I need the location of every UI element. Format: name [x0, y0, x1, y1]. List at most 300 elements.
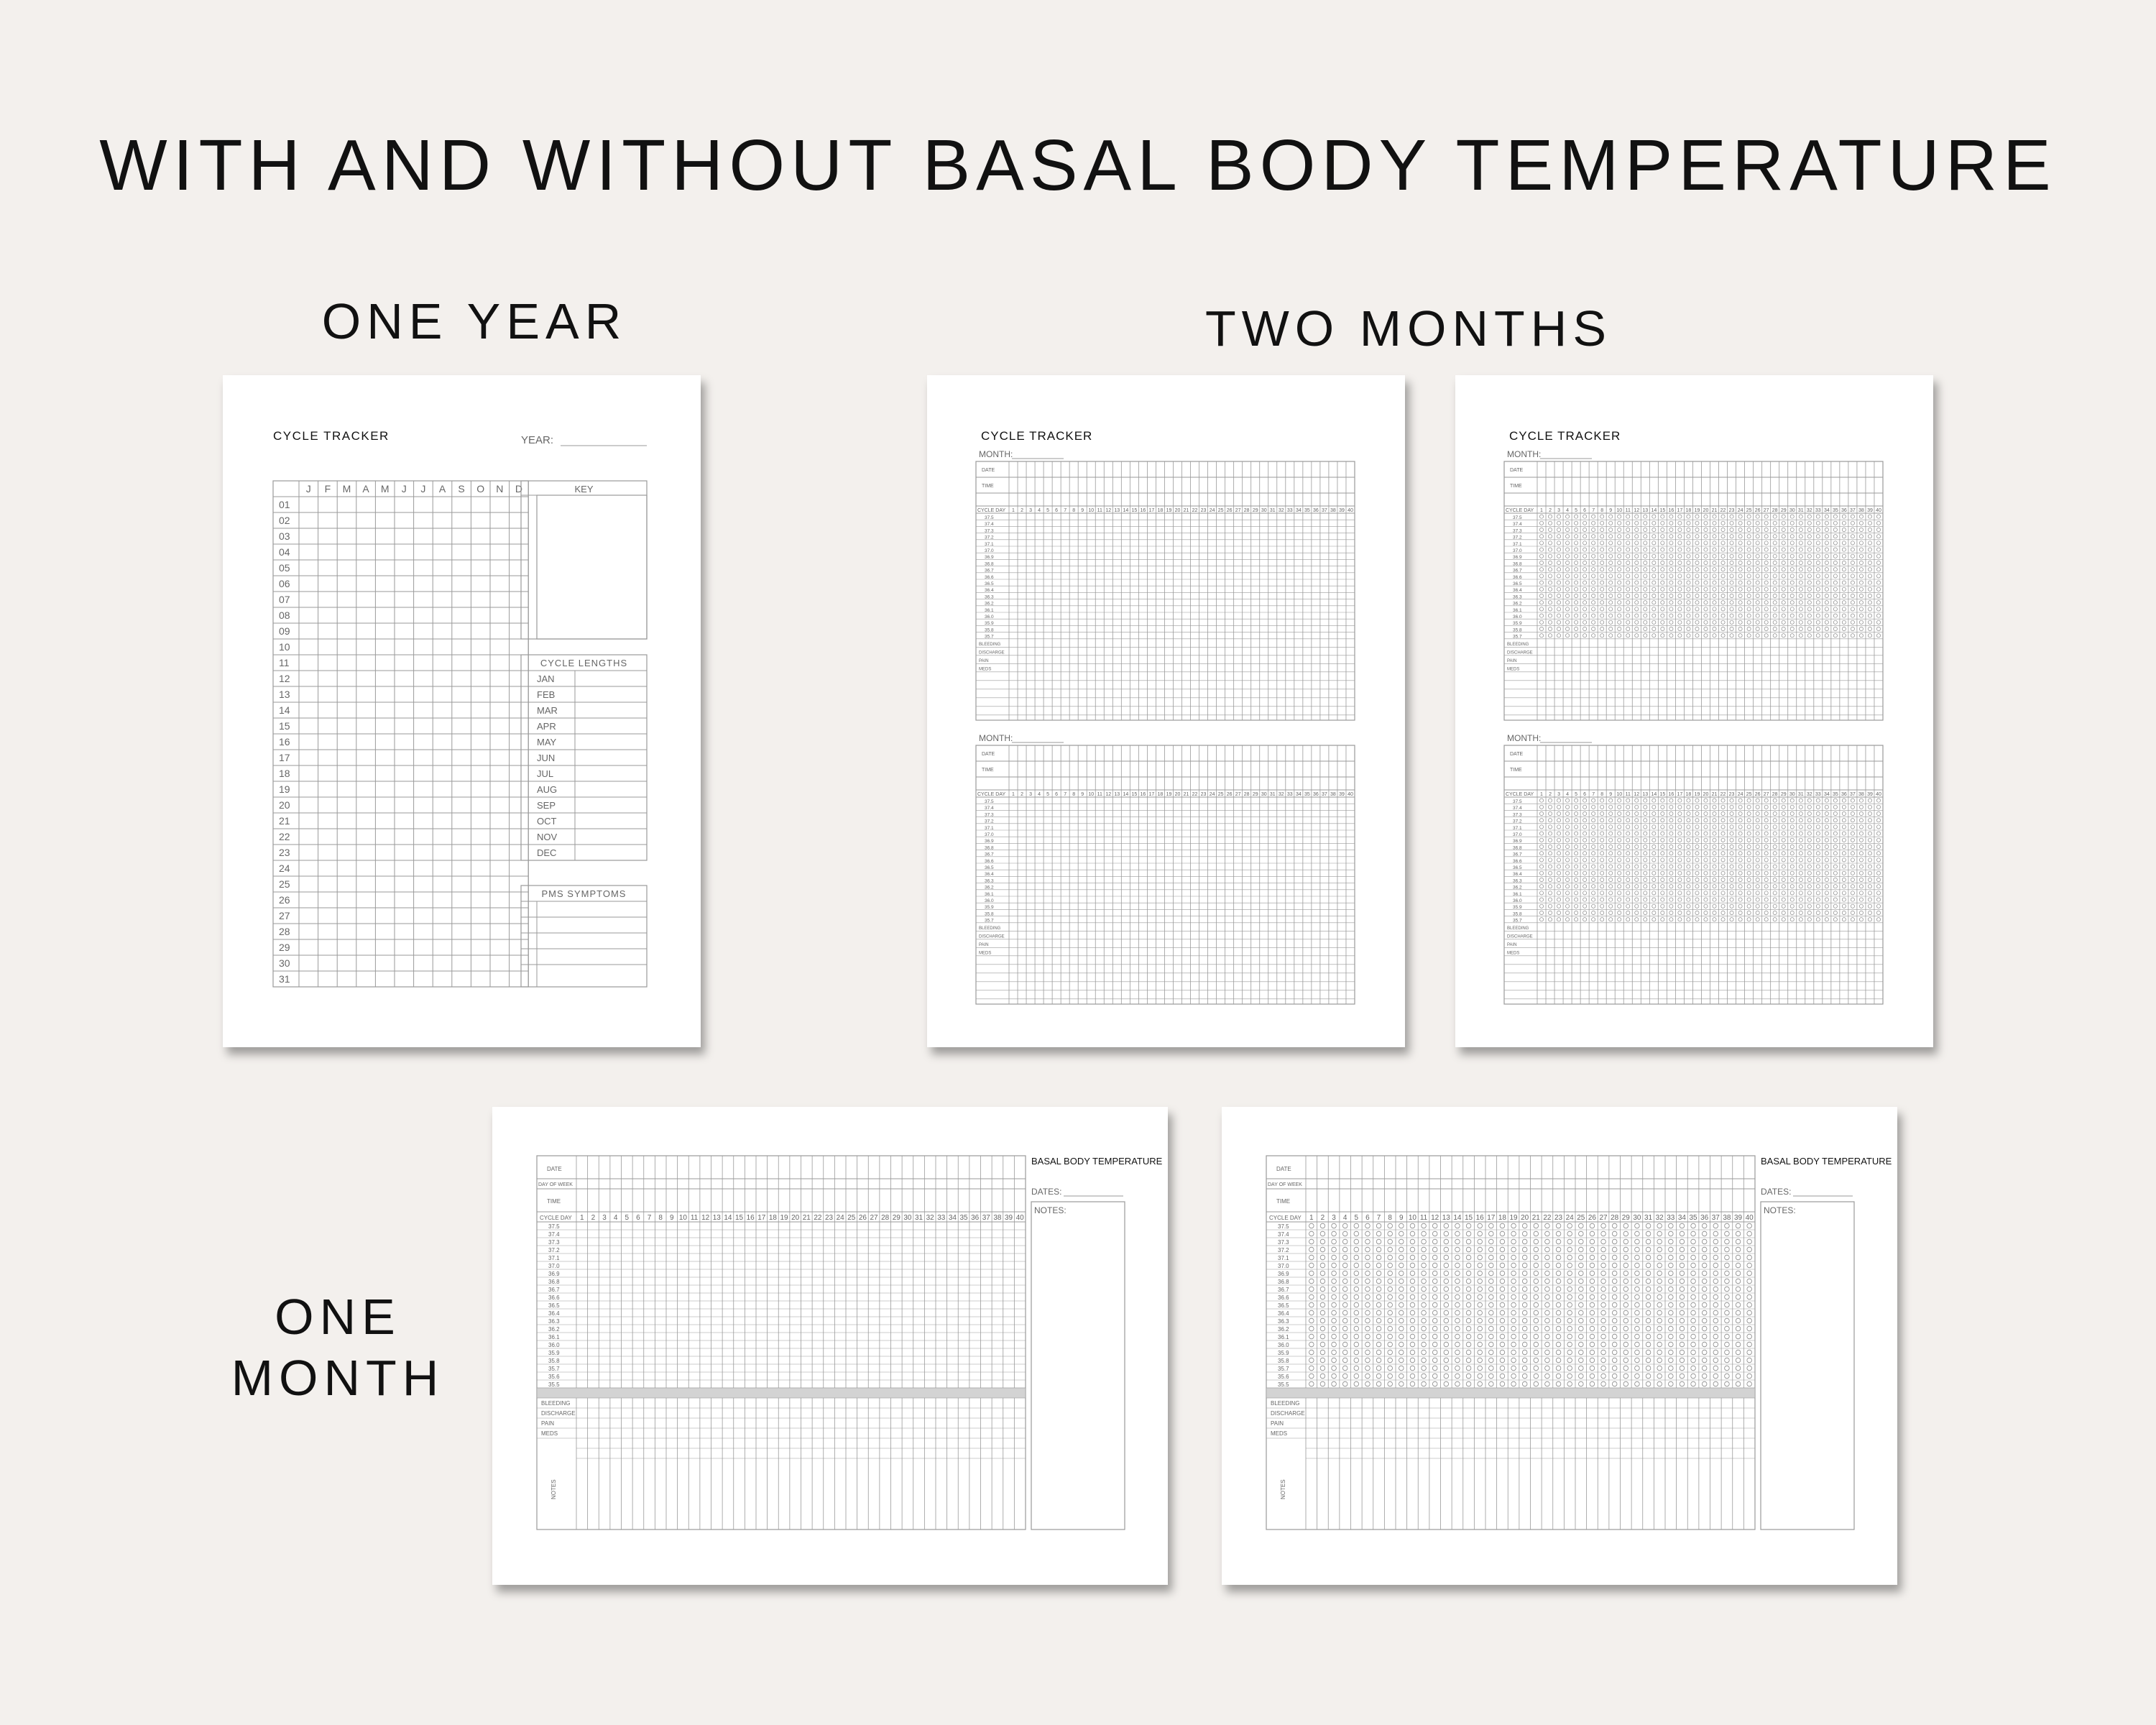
temp-dot — [1790, 627, 1794, 630]
temp-dot — [1713, 607, 1716, 611]
temp-dot — [1691, 1326, 1696, 1331]
temp-dot — [1816, 528, 1820, 531]
temp-dot — [1579, 1342, 1584, 1347]
temp-dot — [1539, 561, 1543, 564]
temp-dot — [1721, 627, 1725, 630]
temp-dot — [1687, 627, 1690, 630]
temp-dot — [1583, 541, 1587, 545]
temp-dot — [1721, 865, 1725, 868]
temp-dot — [1773, 614, 1777, 617]
temp-dot — [1764, 535, 1768, 538]
temp-dot — [1816, 548, 1820, 551]
temp-dot — [1756, 548, 1759, 551]
temp-dot — [1583, 911, 1587, 914]
temp-dot — [1825, 554, 1828, 558]
temp-dot — [1736, 1231, 1741, 1236]
temp-dot — [1695, 515, 1699, 518]
temp-dot — [1592, 535, 1595, 538]
temp-dot — [1730, 515, 1733, 518]
row-label: TIME — [547, 1198, 561, 1205]
cycle-day-number: 30 — [1633, 1214, 1641, 1222]
day-number: 10 — [279, 641, 290, 653]
temp-dot — [1376, 1302, 1381, 1307]
temp-dot — [1657, 1287, 1662, 1292]
temp-dot — [1736, 1326, 1741, 1331]
temp-dot — [1609, 885, 1613, 888]
temp-dot — [1695, 825, 1699, 829]
extra-row-label: PAIN — [979, 658, 989, 663]
temp-dot — [1422, 1271, 1427, 1276]
temp-dot — [1825, 799, 1828, 802]
cycle-day-number: 29 — [892, 1214, 900, 1222]
temp-dot — [1833, 594, 1837, 597]
temp-label: 36.1 — [1513, 607, 1522, 613]
temp-dot — [1790, 528, 1794, 531]
month-name: OCT — [537, 816, 557, 827]
temp-dot — [1725, 1271, 1730, 1276]
temp-dot — [1399, 1279, 1404, 1284]
temp-dot — [1376, 1271, 1381, 1276]
cycle-day-number: 34 — [1823, 792, 1830, 797]
extra-row-label: MEDS — [979, 951, 992, 956]
temp-dot — [1478, 1279, 1483, 1284]
temp-dot — [1309, 1223, 1314, 1228]
temp-dot — [1432, 1279, 1437, 1284]
temp-dot — [1678, 805, 1682, 809]
row-label: DAY OF WEEK — [538, 1182, 573, 1187]
sheet-title: CYCLE TRACKER — [981, 429, 1093, 443]
temp-dot — [1388, 1310, 1393, 1315]
temp-dot — [1799, 858, 1802, 862]
temp-dot — [1635, 911, 1639, 914]
extra-row-label: BLEEDING — [1271, 1400, 1300, 1407]
temp-label: 37.0 — [985, 832, 994, 837]
cycle-day-number: 24 — [1737, 508, 1743, 513]
cycle-day-number: 20 — [1174, 508, 1181, 513]
temp-dot — [1609, 819, 1613, 822]
temp-dot — [1626, 554, 1630, 558]
temp-dot — [1816, 865, 1820, 868]
temp-dot — [1695, 581, 1699, 584]
temp-dot — [1432, 1350, 1437, 1355]
temp-dot — [1736, 1271, 1741, 1276]
temp-dot — [1851, 620, 1854, 624]
temp-label: 37.3 — [548, 1239, 560, 1246]
temp-dot — [1669, 865, 1673, 868]
temp-dot — [1575, 891, 1578, 895]
temp-dot — [1687, 858, 1690, 862]
temp-dot — [1747, 1358, 1752, 1363]
temp-dot — [1730, 541, 1733, 545]
cycle-day-number: 35 — [1304, 508, 1310, 513]
temp-dot — [1669, 1334, 1674, 1339]
temp-dot — [1652, 805, 1656, 809]
temp-dot — [1644, 878, 1647, 881]
temp-dot — [1575, 634, 1578, 638]
day-number: 12 — [279, 673, 290, 684]
temp-dot — [1478, 1350, 1483, 1355]
temp-dot — [1635, 811, 1639, 815]
temp-dot — [1868, 541, 1871, 545]
temp-dot — [1678, 587, 1682, 591]
temp-dot — [1601, 1334, 1606, 1339]
temp-dot — [1764, 832, 1768, 835]
temp-dot — [1661, 587, 1664, 591]
temp-dot — [1522, 1287, 1527, 1292]
temp-dot — [1842, 634, 1846, 638]
cycle-day-number: 28 — [881, 1214, 890, 1222]
temp-dot — [1545, 1247, 1550, 1252]
month-name: AUG — [537, 784, 558, 795]
temp-dot — [1825, 568, 1828, 571]
temp-label: 35.7 — [1513, 634, 1522, 640]
temp-dot — [1790, 865, 1794, 868]
temp-dot — [1842, 918, 1846, 921]
temp-dot — [1320, 1342, 1325, 1347]
temp-dot — [1687, 825, 1690, 829]
temp-dot — [1646, 1366, 1651, 1371]
temp-dot — [1511, 1381, 1516, 1386]
temp-dot — [1612, 1302, 1617, 1307]
temp-dot — [1669, 1366, 1674, 1371]
temp-dot — [1511, 1294, 1516, 1300]
temp-label: 37.2 — [985, 535, 994, 540]
temp-dot — [1721, 634, 1725, 638]
temp-dot — [1565, 904, 1569, 908]
temp-dot — [1661, 568, 1664, 571]
temp-dot — [1807, 911, 1811, 914]
temp-label: 37.4 — [1513, 522, 1522, 528]
temp-dot — [1833, 581, 1837, 584]
temp-dot — [1444, 1294, 1449, 1300]
temp-dot — [1868, 845, 1871, 848]
temp-dot — [1365, 1231, 1370, 1236]
cycle-day-number: 22 — [1192, 792, 1198, 797]
cycle-day-number: 34 — [1295, 508, 1302, 513]
temp-label: 35.6 — [548, 1374, 560, 1380]
temp-dot — [1644, 548, 1647, 551]
temp-dot — [1842, 554, 1846, 558]
cycle-day-number: 14 — [1123, 508, 1129, 513]
temp-dot — [1773, 858, 1777, 862]
temp-dot — [1782, 634, 1785, 638]
temp-dot — [1868, 627, 1871, 630]
temp-dot — [1342, 1263, 1348, 1268]
cycle-day-number: 6 — [1583, 508, 1587, 513]
temp-dot — [1736, 1358, 1741, 1363]
temp-dot — [1657, 1302, 1662, 1307]
temp-dot — [1807, 898, 1811, 901]
temp-dot — [1747, 1263, 1752, 1268]
temp-dot — [1652, 521, 1656, 525]
temp-dot — [1635, 634, 1639, 638]
temp-dot — [1876, 825, 1880, 829]
temp-dot — [1807, 819, 1811, 822]
temp-dot — [1590, 1239, 1595, 1244]
temp-dot — [1539, 805, 1543, 809]
cycle-day-number: 21 — [1183, 792, 1189, 797]
temp-dot — [1842, 521, 1846, 525]
temp-dot — [1799, 811, 1802, 815]
temp-dot — [1702, 1334, 1707, 1339]
temp-dot — [1738, 885, 1742, 888]
temp-dot — [1678, 852, 1682, 855]
temp-dot — [1511, 1287, 1516, 1292]
temp-dot — [1713, 858, 1716, 862]
temp-dot — [1466, 1374, 1471, 1379]
temp-dot — [1773, 535, 1777, 538]
cycle-day-number: 3 — [1557, 508, 1561, 513]
temp-dot — [1626, 620, 1630, 624]
temp-dot — [1730, 601, 1733, 604]
temp-dot — [1669, 1287, 1674, 1292]
temp-dot — [1583, 521, 1587, 525]
temp-dot — [1799, 521, 1802, 525]
cycle-day-number: 26 — [1226, 508, 1233, 513]
temp-dot — [1747, 1318, 1752, 1323]
temp-dot — [1876, 568, 1880, 571]
temp-dot — [1790, 581, 1794, 584]
temp-dot — [1539, 825, 1543, 829]
temp-dot — [1876, 528, 1880, 531]
temp-dot — [1410, 1342, 1415, 1347]
temp-dot — [1669, 811, 1673, 815]
temp-dot — [1764, 581, 1768, 584]
temp-dot — [1825, 548, 1828, 551]
temp-dot — [1557, 911, 1560, 914]
temp-dot — [1687, 799, 1690, 802]
temp-dot — [1376, 1239, 1381, 1244]
temp-dot — [1600, 911, 1604, 914]
cycle-day-number: 24 — [836, 1214, 844, 1222]
key-inner — [537, 495, 647, 639]
temp-dot — [1601, 1381, 1606, 1386]
temp-dot — [1859, 535, 1863, 538]
temp-dot — [1309, 1310, 1314, 1315]
temp-dot — [1695, 838, 1699, 842]
temp-dot — [1342, 1381, 1348, 1386]
temp-dot — [1747, 1239, 1752, 1244]
temp-dot — [1556, 1310, 1561, 1315]
temp-dot — [1678, 858, 1682, 862]
temp-dot — [1851, 885, 1854, 888]
temp-dot — [1466, 1350, 1471, 1355]
temp-dot — [1354, 1334, 1359, 1339]
temp-dot — [1747, 627, 1751, 630]
temp-label: 37.3 — [985, 528, 994, 534]
temp-dot — [1730, 865, 1733, 868]
temp-dot — [1773, 832, 1777, 835]
temp-dot — [1388, 1271, 1393, 1276]
temp-dot — [1725, 1374, 1730, 1379]
temp-label: 36.1 — [985, 607, 994, 613]
temp-dot — [1626, 845, 1630, 848]
temp-dot — [1764, 911, 1768, 914]
temp-dot — [1678, 607, 1682, 611]
cycle-day-number: 28 — [1243, 792, 1250, 797]
cycle-day-number: 6 — [1055, 792, 1059, 797]
temp-dot — [1842, 535, 1846, 538]
temp-dot — [1534, 1271, 1539, 1276]
temp-dot — [1747, 1381, 1752, 1386]
day-number: 04 — [279, 546, 290, 558]
temp-dot — [1738, 541, 1742, 545]
temp-dot — [1816, 614, 1820, 617]
temp-dot — [1579, 1294, 1584, 1300]
cycle-day-number: 27 — [1235, 792, 1241, 797]
temp-dot — [1825, 521, 1828, 525]
temp-dot — [1816, 581, 1820, 584]
temp-dot — [1626, 799, 1630, 802]
temp-dot — [1756, 904, 1759, 908]
temp-dot — [1626, 904, 1630, 908]
temp-dot — [1635, 1374, 1640, 1379]
temp-dot — [1644, 799, 1647, 802]
temp-dot — [1565, 852, 1569, 855]
temp-dot — [1583, 918, 1587, 921]
cycle-day-number: 17 — [1677, 508, 1683, 513]
temp-dot — [1736, 1374, 1741, 1379]
temp-dot — [1687, 541, 1690, 545]
temp-dot — [1539, 832, 1543, 835]
temp-dot — [1320, 1271, 1325, 1276]
temp-label: 36.8 — [548, 1279, 560, 1285]
temp-dot — [1687, 811, 1690, 815]
temp-dot — [1455, 1231, 1460, 1236]
cycle-day-number: 9 — [1399, 1214, 1404, 1222]
temp-dot — [1583, 898, 1587, 901]
temp-dot — [1583, 535, 1587, 538]
temp-dot — [1669, 799, 1673, 802]
temp-dot — [1592, 594, 1595, 597]
temp-label: 36.4 — [985, 872, 994, 878]
one-month-sheet-plain-drawing — [492, 1107, 1168, 1585]
temp-dot — [1376, 1366, 1381, 1371]
temp-dot — [1764, 515, 1768, 518]
temp-dot — [1365, 1247, 1370, 1252]
temp-label: 36.0 — [548, 1342, 560, 1348]
temp-dot — [1736, 1255, 1741, 1260]
temp-dot — [1644, 521, 1647, 525]
temp-dot — [1422, 1310, 1427, 1315]
temp-dot — [1756, 568, 1759, 571]
temp-label: 35.8 — [985, 627, 994, 633]
temp-dot — [1575, 858, 1578, 862]
temp-dot — [1618, 918, 1621, 921]
temp-dot — [1713, 845, 1716, 848]
temp-dot — [1609, 601, 1613, 604]
temp-dot — [1522, 1334, 1527, 1339]
temp-dot — [1713, 554, 1716, 558]
temp-dot — [1713, 891, 1716, 895]
temp-dot — [1626, 574, 1630, 578]
temp-dot — [1354, 1263, 1359, 1268]
temp-dot — [1652, 852, 1656, 855]
temp-dot — [1626, 614, 1630, 617]
temp-dot — [1680, 1255, 1685, 1260]
temp-dot — [1842, 541, 1846, 545]
temp-dot — [1657, 1334, 1662, 1339]
temp-dot — [1365, 1255, 1370, 1260]
temp-dot — [1354, 1342, 1359, 1347]
temp-dot — [1623, 1302, 1628, 1307]
temp-dot — [1730, 521, 1733, 525]
temp-dot — [1842, 852, 1846, 855]
temp-dot — [1851, 811, 1854, 815]
temp-dot — [1590, 1310, 1595, 1315]
temp-dot — [1644, 587, 1647, 591]
temp-dot — [1782, 614, 1785, 617]
temp-dot — [1432, 1287, 1437, 1292]
temp-dot — [1702, 1374, 1707, 1379]
cycle-day-number: 36 — [1841, 508, 1847, 513]
temp-dot — [1876, 614, 1880, 617]
temp-dot — [1548, 594, 1552, 597]
temp-dot — [1825, 878, 1828, 881]
temp-dot — [1868, 561, 1871, 564]
temp-dot — [1646, 1247, 1651, 1252]
temp-dot — [1565, 521, 1569, 525]
temp-dot — [1626, 601, 1630, 604]
temp-dot — [1557, 561, 1560, 564]
temp-dot — [1644, 614, 1647, 617]
temp-dot — [1590, 1287, 1595, 1292]
temp-dot — [1678, 799, 1682, 802]
temp-dot — [1859, 904, 1863, 908]
temp-dot — [1713, 548, 1716, 551]
temp-dot — [1646, 1334, 1651, 1339]
temp-dot — [1534, 1334, 1539, 1339]
temp-dot — [1876, 845, 1880, 848]
temp-dot — [1764, 799, 1768, 802]
temp-dot — [1782, 607, 1785, 611]
temp-dot — [1669, 548, 1673, 551]
temp-label: 37.4 — [985, 806, 994, 811]
temp-dot — [1600, 825, 1604, 829]
temp-dot — [1539, 634, 1543, 638]
temp-dot — [1410, 1271, 1415, 1276]
temp-dot — [1583, 548, 1587, 551]
temp-dot — [1534, 1358, 1539, 1363]
temp-dot — [1478, 1263, 1483, 1268]
temp-dot — [1738, 627, 1742, 630]
temp-dot — [1713, 838, 1716, 842]
temp-dot — [1342, 1310, 1348, 1315]
temp-dot — [1851, 614, 1854, 617]
temp-dot — [1704, 885, 1708, 888]
temp-dot — [1410, 1255, 1415, 1260]
cycle-day-number: 5 — [1046, 508, 1050, 513]
temp-dot — [1704, 594, 1708, 597]
temp-dot — [1548, 825, 1552, 829]
temp-dot — [1309, 1231, 1314, 1236]
temp-dot — [1833, 627, 1837, 630]
temp-dot — [1623, 1326, 1628, 1331]
temp-dot — [1695, 805, 1699, 809]
temp-dot — [1652, 561, 1656, 564]
temp-dot — [1626, 838, 1630, 842]
temp-dot — [1618, 799, 1621, 802]
cycle-day-number: 21 — [1711, 508, 1718, 513]
temp-dot — [1623, 1287, 1628, 1292]
temp-dot — [1669, 871, 1673, 875]
temp-dot — [1876, 548, 1880, 551]
temp-dot — [1764, 838, 1768, 842]
temp-dot — [1695, 561, 1699, 564]
temp-dot — [1601, 1310, 1606, 1315]
temp-dot — [1567, 1302, 1572, 1307]
temp-dot — [1876, 805, 1880, 809]
